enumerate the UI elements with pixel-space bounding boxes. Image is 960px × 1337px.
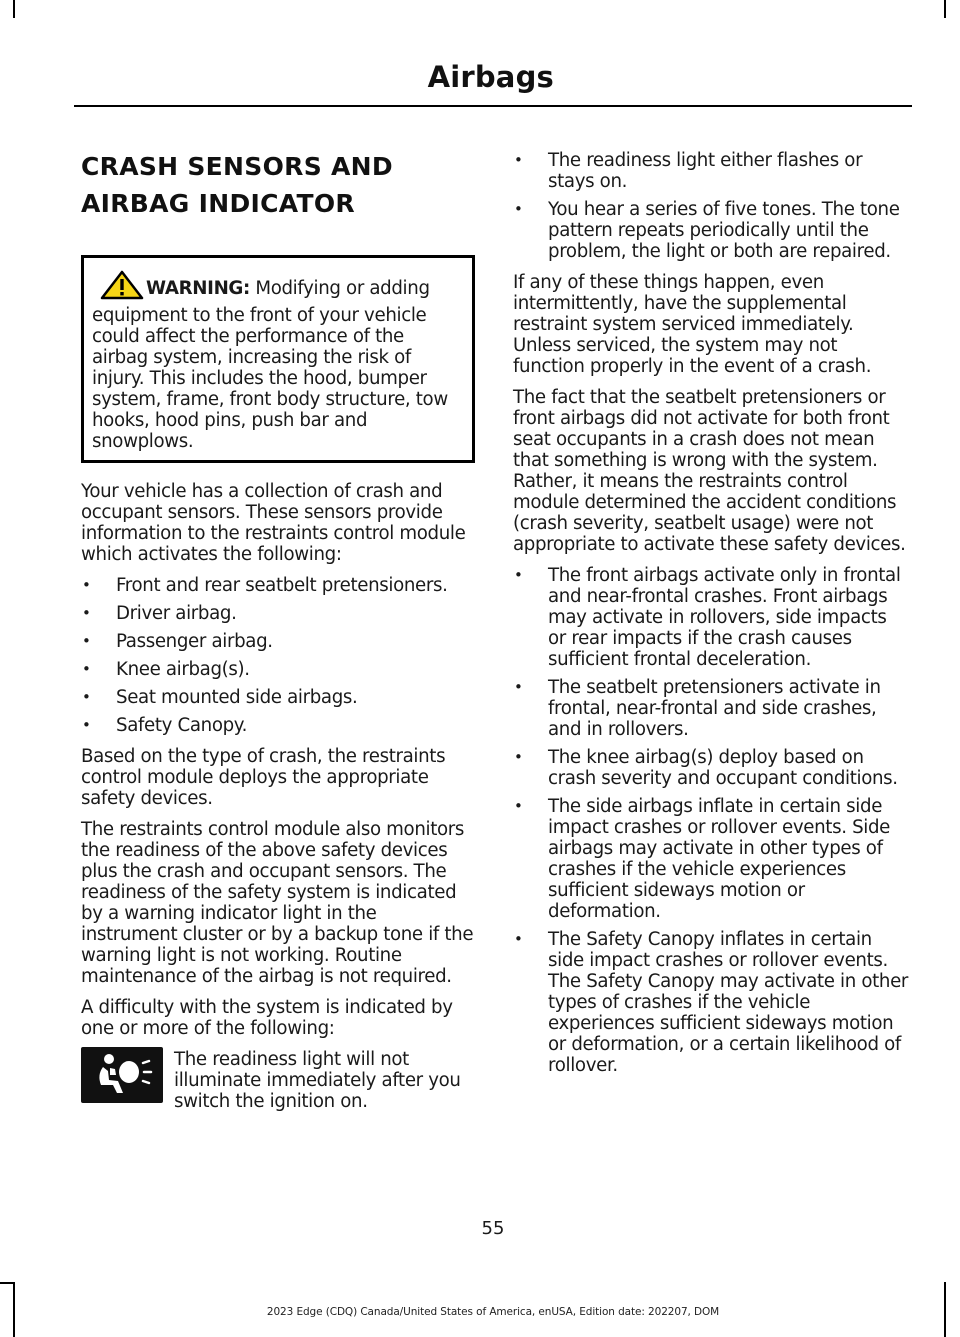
indicator-row — [81, 1049, 475, 1112]
symptom-list — [513, 150, 909, 262]
list-item: • Seat mounted side airbags. — [81, 687, 475, 708]
page-section-title: Airbags — [427, 60, 554, 94]
airbag-readiness-indicator-icon — [81, 1047, 163, 1103]
intro-paragraph: Your vehicle has a collection of crash and occupant sensors. These sensors provide information to the restraints control module which activates the following: — [81, 481, 466, 565]
section-heading-line2: AIRBAG INDICATOR — [81, 189, 355, 218]
activation-list — [81, 575, 475, 736]
list-item: • You hear a series of five tones. The tone pattern repeats periodically until the problem, the light or both are repaired. — [513, 199, 909, 262]
warning-text: Modifying or adding equipment to the front of your vehicle could affect the performance of the airbag system, increasing the risk of injury. This includes the hood, bumper system, frame, front body structure, tow hooks, hood pins, push bar and snowplows. — [92, 278, 448, 452]
monitor-paragraph: The restraints control module also monitors the readiness of the above safety devices plus the crash and occupant sensors. The readiness of the safety system is indicated by a warning indicator light in the instrument cluster or by a backup tone if the warning light is not working. Routine maintenance of the airbag is not required. — [81, 819, 474, 987]
list-item: • Knee airbag(s). — [81, 659, 475, 680]
edition-footer: 2023 Edge (CDQ) Canada/United States of America, enUSA, Edition date: 202207, DOM — [266, 1306, 720, 1318]
list-item: • The seatbelt pretensioners activate in frontal, near-frontal and side crashes, and in rollovers. — [513, 677, 909, 740]
warning-label: WARNING: — [146, 278, 250, 299]
facts-list — [513, 565, 909, 1076]
warning-box — [81, 255, 475, 463]
crop-mark-top-left — [13, 0, 15, 18]
list-item: • Passenger airbag. — [81, 631, 475, 652]
page-number: 55 — [481, 1218, 505, 1239]
list-item: • The readiness light either flashes or stays on. — [513, 150, 909, 192]
indicator-description: The readiness light will not illuminate immediately after you switch the ignition on. — [174, 1049, 461, 1112]
list-item: • The knee airbag(s) deploy based on crash severity and occupant conditions. — [513, 747, 909, 789]
section-heading — [81, 148, 475, 222]
list-item: • The Safety Canopy inflates in certain side impact crashes or rollover events. The Safety Canopy may activate in other types of crashes if the vehicle experiences sufficient sideways motion or deformation, or a certain likelihood of rollover. — [513, 929, 909, 1076]
crop-mark-top-right — [944, 0, 946, 18]
service-paragraph: If any of these things happen, even intermittently, have the supplemental restraint system serviced immediately. Unless serviced, the system may not function properly in the event of a crash. — [513, 272, 872, 377]
difficulty-paragraph: A difficulty with the system is indicated by one or more of the following: — [81, 997, 453, 1039]
right-column — [513, 150, 909, 1086]
list-item: • Driver airbag. — [81, 603, 475, 624]
left-column — [81, 148, 475, 1112]
header-divider — [74, 105, 912, 107]
list-item: • The front airbags activate only in frontal and near-frontal crashes. Front airbags may activate in rollovers, side impacts or rear impacts if the crash causes sufficient frontal deceleration. — [513, 565, 909, 670]
list-item: • The side airbags inflate in certain side impact crashes or rollover events. Side airbags may activate in other types of crashes if the vehicle experiences sufficient sideways motion or deformation. — [513, 796, 909, 922]
crop-mark-bottom-left-h — [0, 1282, 15, 1284]
warning-triangle-icon — [100, 270, 144, 305]
list-item: • Front and rear seatbelt pretensioners. — [81, 575, 475, 596]
fact-paragraph: The fact that the seatbelt pretensioners or front airbags did not activate for both front seat occupants in a crash does not mean that something is wrong with the system. Rather, it means the restraints control module determined the accident conditions (crash severity, seatbelt usage) were not appropriate to activate these safety devices. — [513, 387, 906, 555]
deploy-paragraph: Based on the type of crash, the restraints control module deploys the appropriate safety devices. — [81, 746, 446, 809]
section-heading-line1: CRASH SENSORS AND — [81, 152, 393, 181]
list-item: • Safety Canopy. — [81, 715, 475, 736]
